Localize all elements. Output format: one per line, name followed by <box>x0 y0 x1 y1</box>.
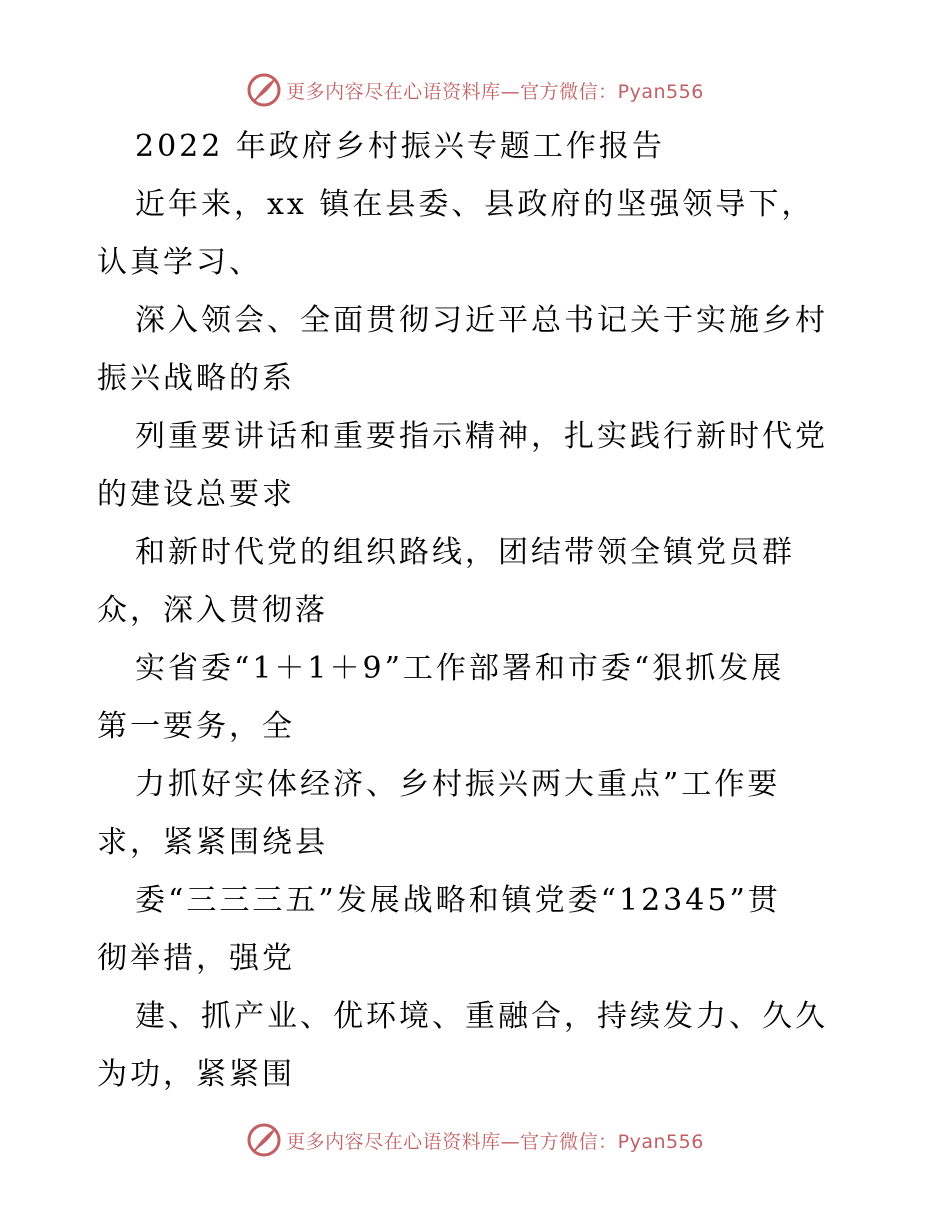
text-line: 列重要讲话和重要指示精神，扎实践行新时代党 <box>135 419 828 454</box>
text-line: 近年来，xx 镇在县委、县政府的坚强领导下， <box>135 187 815 222</box>
text-line: 实省委“1＋1＋9”工作部署和市委“狠抓发展 <box>135 651 785 686</box>
text-line: 第一要务，全 <box>97 709 295 744</box>
text-line: 求，紧紧围绕县 <box>97 825 328 860</box>
feather-quill-logo-icon <box>246 72 282 108</box>
text-line: 委“三三三五”发展战略和镇党委“12345”贯 <box>135 883 781 918</box>
text-line: 深入领会、全面贯彻习近平总书记关于实施乡村 <box>135 303 828 338</box>
text-line: 和新时代党的组织路线，团结带领全镇党员群 <box>135 535 795 570</box>
text-line: 为功，紧紧围 <box>97 1057 295 1092</box>
text-line: 众，深入贯彻落 <box>97 593 328 628</box>
header-watermark-banner <box>0 70 950 110</box>
feather-quill-logo-icon <box>246 1122 282 1158</box>
text-line: 力抓好实体经济、乡村振兴两大重点”工作要 <box>135 767 781 802</box>
text-line: 振兴战略的系 <box>97 361 295 396</box>
document-title: 2022 年政府乡村振兴专题工作报告 <box>135 129 665 164</box>
text-line: 彻举措，强党 <box>97 941 295 976</box>
footer-watermark-banner <box>0 1120 950 1160</box>
text-line: 认真学习、 <box>97 245 262 280</box>
watermark-text: 更多内容尽在心语资料库—官方微信：Pyan556 <box>286 80 704 103</box>
watermark-text: 更多内容尽在心语资料库—官方微信：Pyan556 <box>286 1130 704 1153</box>
text-line: 的建设总要求 <box>97 477 295 512</box>
text-line: 建、抓产业、优环境、重融合，持续发力、久久 <box>135 999 828 1034</box>
document-body <box>97 118 857 1104</box>
